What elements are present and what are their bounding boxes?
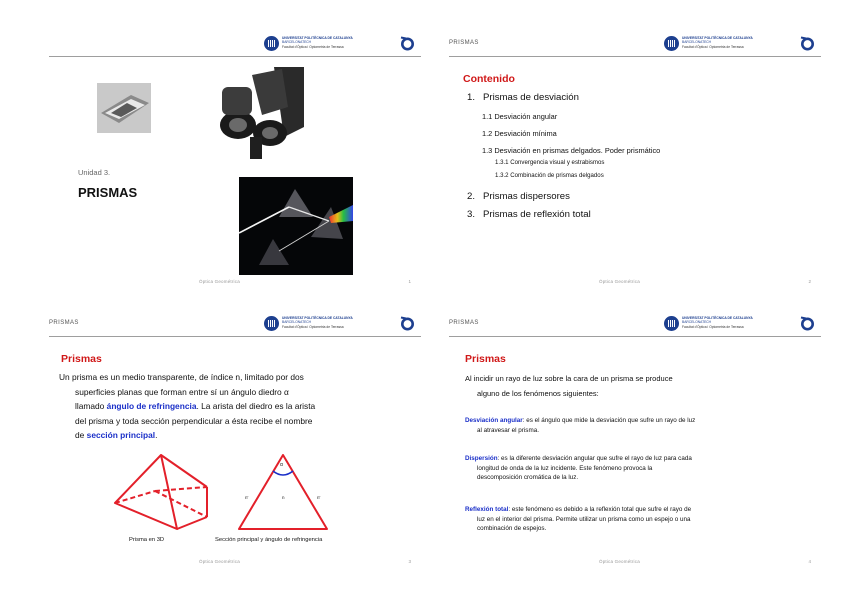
toc-item-1-3: 1.3 Desviación en prismas delgados. Poder prismático [482,146,661,155]
header-divider [449,56,821,57]
slide-1 [49,33,421,287]
unit-label: Unidad 3. [78,168,111,177]
faculty-mark-icon [399,315,415,331]
logo-text: BARCELONATECH [682,320,712,324]
logo-text: UNIVERSITAT POLITÈCNICA DE CATALUNYA [282,316,353,320]
prism-3d-diagram [111,451,211,535]
phenomenon-line: al atravesar el prisma. [477,426,539,434]
university-seal-icon [664,316,679,331]
slide-title: Contenido [463,73,515,85]
university-seal-icon [664,36,679,51]
slide-footer [49,559,421,567]
header-section-label: PRISMAS [449,40,479,46]
page-number: 4 [808,559,811,564]
toc-item-2: 2. Prismas dispersores [467,191,570,202]
n-prime-right-label: n' [317,495,321,500]
logo-text: Facultat d'Òptica i Optometria de Terrassa [282,325,344,329]
university-seal-icon [264,36,279,51]
slide-3 [49,313,421,567]
term-dispersion: Dispersión [465,455,498,462]
toc-item-1: 1. Prismas de desviación [467,92,579,103]
binoculars-photo [212,67,304,162]
university-logo [264,36,376,53]
slide-header [449,313,821,337]
slide-title: PRISMAS [78,185,138,200]
term-angular-deviation: Desviación angular [465,417,523,424]
logo-text: Facultat d'Òptica i Optometria de Terrassa [282,45,344,49]
faculty-mark-icon [399,35,415,51]
toc-item-3: 3. Prismas de reflexión total [467,209,591,220]
term-total-reflection: Reflexión total [465,506,509,513]
logo-text: Facultat d'Òptica i Optometria de Terrassa [682,45,744,49]
footer-text: Óptica Geométrica [599,279,640,284]
phenomenon-line [465,505,815,515]
phenomenon-line [465,416,815,426]
slide-title: Prismas [465,353,506,365]
phenomenon-text: : este fenómeno es debido a la reflexión total que sufre el rayo de [508,506,692,513]
definition-text: superficies planas que forman entre sí un ángulo diedro α [75,386,289,397]
logo-text: Facultat d'Òptica i Optometria de Terrassa [682,325,744,329]
slide-title: Prismas [61,353,102,365]
university-logo [664,36,776,53]
toc-item-1-3-1: 1.3.1 Convergencia visual y estrabismos [495,159,605,166]
definition-line: Un prisma es un medio transparente, de índice n, limitado por dos [59,372,304,382]
caption-principal-section: Sección principal y ángulo de refringencia [215,537,323,543]
definition-text: de [75,430,87,440]
logo-text: UNIVERSITAT POLITÈCNICA DE CATALUNYA [682,36,753,40]
phenomenon-dispersion [465,454,815,483]
caption-prism-3d: Prisma en 3D [129,537,165,543]
intro-line: Al incidir un rayo de luz sobre la cara de un prisma se produce [465,374,673,383]
phenomenon-text: : es la diferente desviación angular que sufre el rayo de luz para cada [497,455,692,462]
intro-text [465,371,673,401]
prism-definition [59,370,419,443]
footer-text: Óptica Geométrica [199,279,240,284]
definition-line: del prisma y toda sección perpendicular a ésta recibe el nombre [75,415,313,426]
faculty-mark-icon [799,315,815,331]
slide-header [49,313,421,337]
n-prime-left-label: n' [245,495,249,500]
term-principal-section: sección principal [86,430,156,440]
phenomenon-total-reflection [465,505,815,534]
definition-text: . La arista del diedro es la arista [196,401,316,411]
definition-text: . [155,430,158,440]
phenomenon-line [465,454,815,464]
phenomenon-line: combinación de espejos. [477,525,547,532]
n-label: n [282,495,285,500]
toc-item-1-2: 1.2 Desviación mínima [482,129,557,138]
prism-binoculars-photo [97,83,151,133]
prism-dispersion-photo [239,177,353,275]
logo-text: UNIVERSITAT POLITÈCNICA DE CATALUNYA [682,316,753,320]
logo-text: UNIVERSITAT POLITÈCNICA DE CATALUNYA [282,36,353,40]
faculty-mark-icon [799,35,815,51]
definition-text: llamado [75,401,107,411]
principal-section-diagram [231,451,335,535]
logo-text: BARCELONATECH [282,320,312,324]
phenomenon-line: luz en el interior del prisma. Permite utilizar un prisma como un espejo o una [477,515,691,523]
page-number: 1 [408,279,411,284]
slide-header [49,33,421,57]
university-logo [664,316,776,333]
definition-line [59,399,419,414]
alpha-label: α [280,462,283,468]
slide-footer [49,279,421,287]
slide-4 [449,313,821,567]
toc-item-1-1: 1.1 Desviación angular [482,112,558,121]
slide-2 [449,33,821,287]
slide-footer [449,279,821,287]
toc-item-1-3-2: 1.3.2 Combinación de prismas delgados [495,172,604,179]
term-refraction-angle: ángulo de refringencia [106,401,197,411]
header-section-label: PRISMAS [449,320,479,326]
phenomenon-text: : es el ángulo que mide la desviación que sufre un rayo de luz [522,417,696,424]
page-number: 2 [808,279,811,284]
header-divider [49,336,421,337]
slide-header [449,33,821,57]
header-section-label: PRISMAS [49,320,79,326]
definition-line [59,385,419,400]
header-divider [449,336,821,337]
logo-text: BARCELONATECH [682,40,712,44]
logo-text: BARCELONATECH [282,40,312,44]
footer-text: Óptica Geométrica [599,559,640,564]
intro-line: alguno de los fenómenos siguientes: [477,389,599,398]
phenomenon-angular-deviation [465,416,815,435]
header-divider [49,56,421,57]
university-logo [264,316,376,333]
footer-text: Óptica Geométrica [199,559,240,564]
slide-footer [449,559,821,567]
definition-line [59,428,419,443]
phenomenon-line: descomposición cromática de la luz. [477,474,579,481]
phenomenon-line: longitud de onda de la luz incidente. Este fenómeno provoca la [477,464,653,472]
university-seal-icon [264,316,279,331]
page-number: 3 [408,559,411,564]
